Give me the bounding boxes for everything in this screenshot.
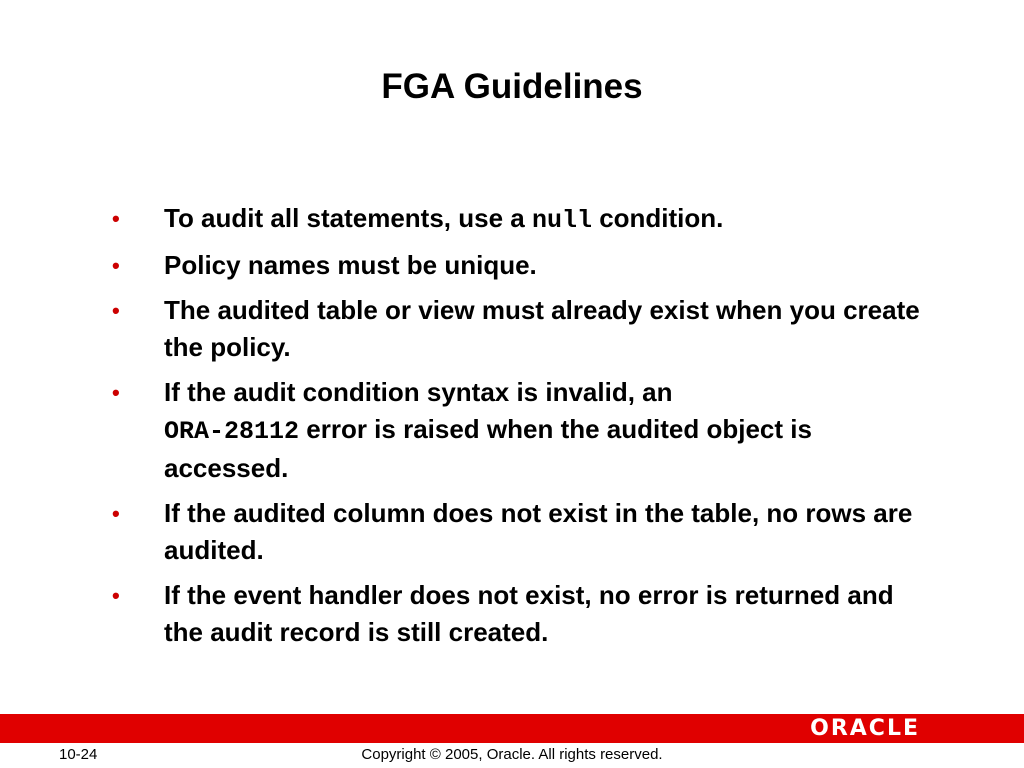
bullet-item <box>112 292 932 366</box>
bullet-code: null <box>531 206 592 235</box>
oracle-logo: ORACLE <box>810 716 920 741</box>
bullet-marker: • <box>112 583 120 608</box>
bullet-item <box>112 495 932 569</box>
bullet-text: error is raised when the audited object is accessed. <box>164 414 812 483</box>
bullet-marker: • <box>112 380 120 405</box>
copyright-notice: Copyright © 2005, Oracle. All rights reserved. <box>361 746 663 763</box>
bullet-text: If the audited column does not exist in the table, no rows are audited. <box>164 498 913 565</box>
bullet-marker: • <box>112 298 120 323</box>
bullet-text: To audit all statements, use a <box>164 203 532 233</box>
bullet-text: If the audit condition syntax is invalid, an <box>164 377 673 407</box>
bullet-text: If the event handler does not exist, no error is returned and the audit record is still created. <box>164 580 894 647</box>
slide-title: FGA Guidelines <box>381 67 643 106</box>
bullet-item <box>112 374 932 487</box>
footer-bar <box>0 714 1024 743</box>
bullet-item <box>112 247 932 284</box>
bullet-item <box>112 577 932 651</box>
bullet-marker: • <box>112 501 120 526</box>
bullet-marker: • <box>112 206 120 231</box>
bullet-text: The audited table or view must already exist when you create the policy. <box>164 295 920 362</box>
page-number: 10-24 <box>59 746 98 763</box>
bullet-marker: • <box>112 253 120 278</box>
bullet-text: condition. <box>591 203 724 233</box>
bullet-text: Policy names must be unique. <box>164 250 537 280</box>
bullet-code: ORA-28112 <box>164 417 300 446</box>
bullet-list <box>112 200 932 659</box>
bullet-item <box>112 200 932 239</box>
